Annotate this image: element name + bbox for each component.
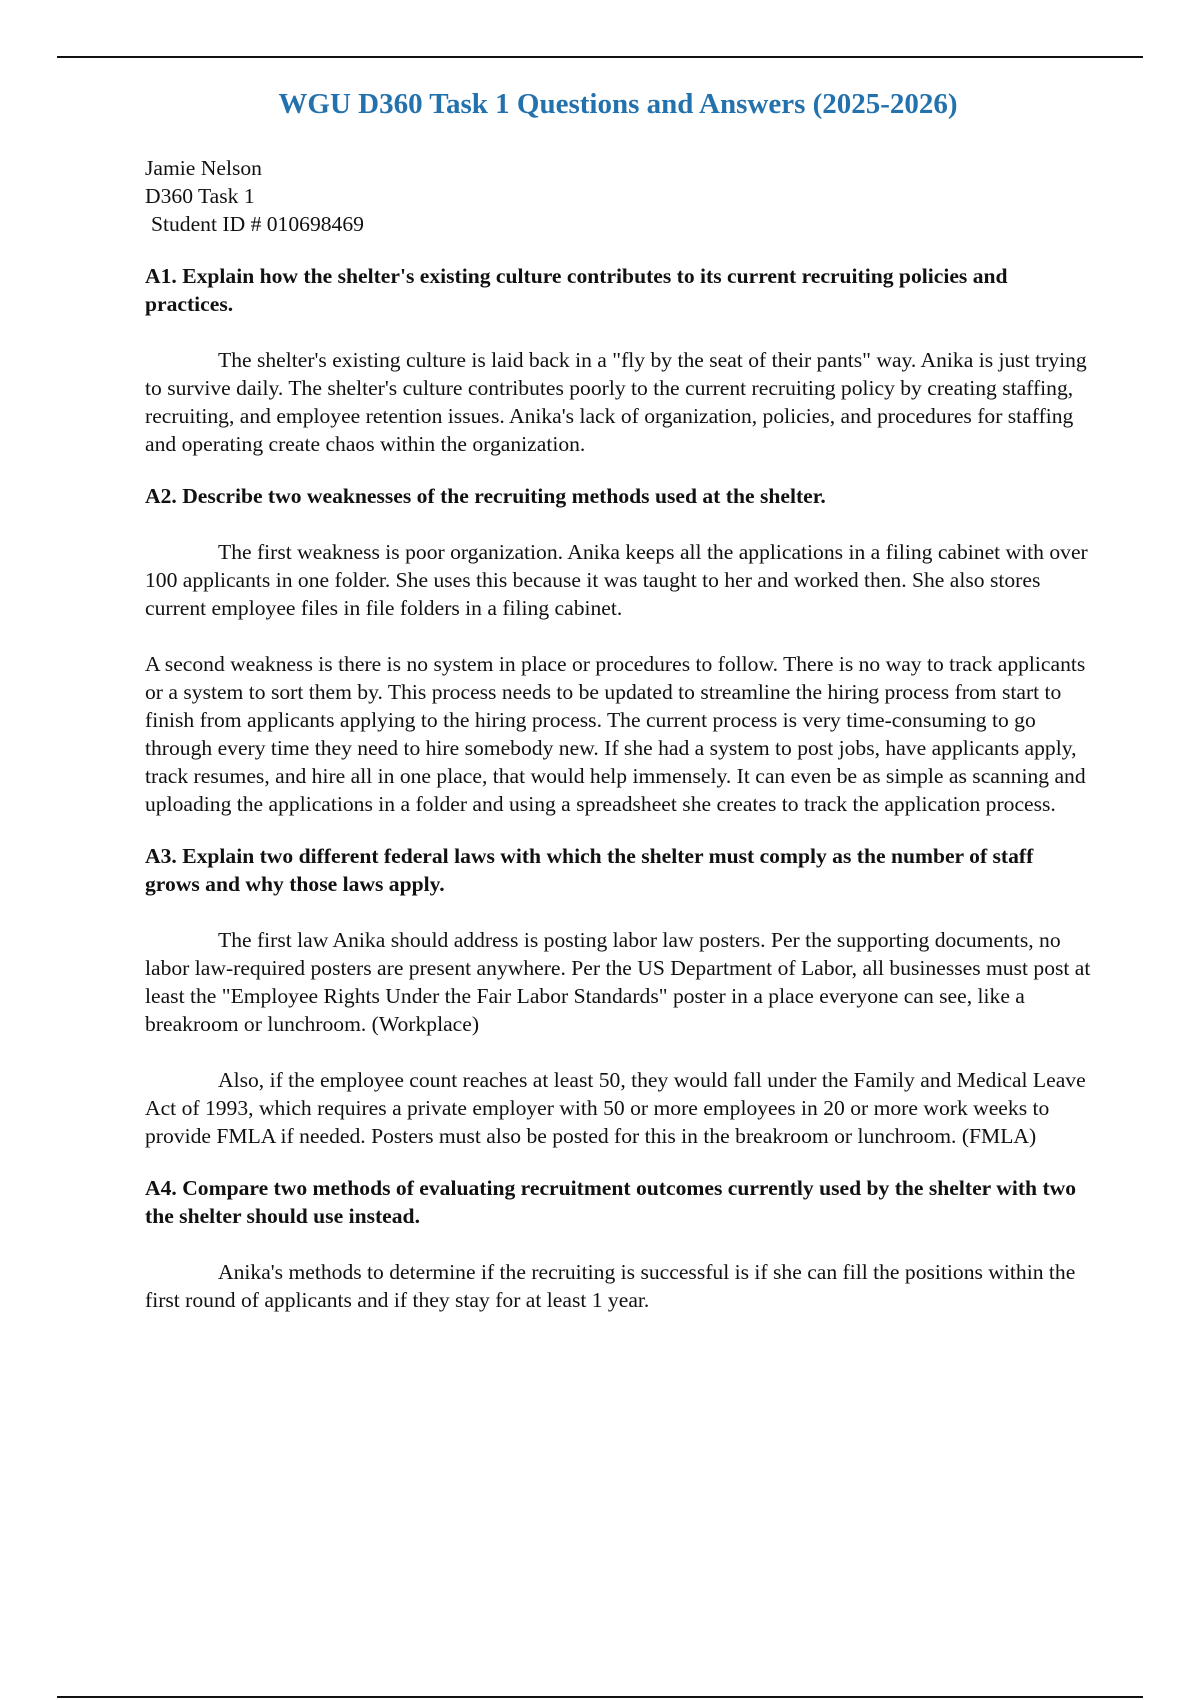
question-a3: A3. Explain two different federal laws with which the shelter must comply as the number of staff grows and why those laws apply.	[145, 844, 1034, 896]
student-id: Student ID # 010698469	[151, 212, 364, 236]
question-a4: A4. Compare two methods of evaluating recruitment outcomes currently used by the shelter with two the shelter should use instead.	[145, 1176, 1077, 1228]
bottom-rule	[57, 1696, 1143, 1698]
top-rule	[57, 56, 1143, 58]
question-a1: A1. Explain how the shelter's existing culture contributes to its current recruiting policies and practices.	[145, 264, 1008, 316]
author-name: Jamie Nelson	[145, 156, 262, 180]
document-title: WGU D360 Task 1 Questions and Answers (2025-2026)	[278, 88, 958, 120]
question-a2: A2. Describe two weaknesses of the recruiting methods used at the shelter.	[145, 484, 826, 508]
answer-a1-paragraph-1: The shelter's existing culture is laid back in a "fly by the seat of their pants" way. Anika is just trying to survive daily. The shelter's culture contributes poorly to the current recruiting policy by creating staffing, recruiting, and employee retention issues. Anika's lack of organization, policies, and procedures for staffing and operating create chaos within the organization.	[145, 348, 1087, 456]
answer-a2-paragraph-1: The first weakness is poor organization. Anika keeps all the applications in a filing cabinet with over 100 applicants in one folder. She uses this because it was taught to her and worked then. She also stores current employee files in file folders in a filing cabinet.	[145, 540, 1088, 620]
answer-a2-paragraph-2: A second weakness is there is no system in place or procedures to follow. There is no way to track applicants or a system to sort them by. This process needs to be updated to streamline the hiring process from start to finish from applicants applying to the hiring process. The current process is very time-consuming to go through every time they need to hire somebody new. If she had a system to post jobs, have applicants apply, track resumes, and hire all in one place, that would help immensely. It can even be as simple as scanning and uploading the applications in a folder and using a spreadsheet she creates to track the application process.	[145, 652, 1086, 816]
answer-a4-paragraph-1: Anika's methods to determine if the recruiting is successful is if she can fill the positions within the first round of applicants and if they stay for at least 1 year.	[145, 1260, 1076, 1312]
document-body	[145, 154, 1093, 1314]
answer-a3-paragraph-1: The first law Anika should address is posting labor law posters. Per the supporting documents, no labor law-required posters are present anywhere. Per the US Department of Labor, all businesses must post at least the "Employee Rights Under the Fair Labor Standards" poster in a place everyone can see, like a breakroom or lunchroom. (Workplace)	[145, 928, 1091, 1036]
answer-a3-paragraph-2: Also, if the employee count reaches at least 50, they would fall under the Family and Medical Leave Act of 1993, which requires a private employer with 50 or more employees in 20 or more work weeks to provide FMLA if needed. Posters must also be posted for this in the breakroom or lunchroom. (FMLA)	[145, 1068, 1086, 1148]
course-name: D360 Task 1	[145, 184, 255, 208]
author-block	[145, 154, 1093, 238]
